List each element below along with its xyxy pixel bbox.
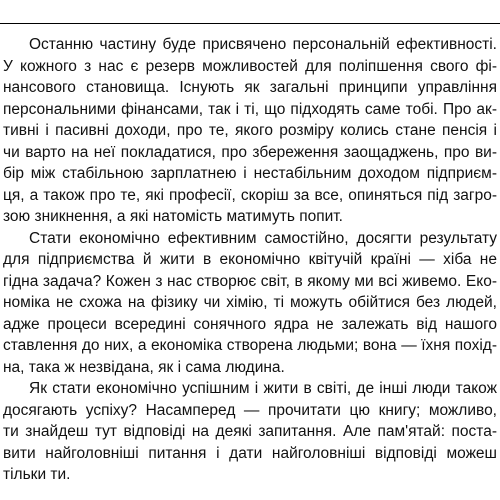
paragraph-line: ця, а також про те, які професії, скоріш за все, опиняться під загро- [3,186,497,204]
paragraph-line: гідна задача? Кожен з нас створює світ, в якому ми всі живемо. Еко- [3,272,497,290]
paragraph-line: Стати економічно ефективним самостійно, досягти результату [29,229,497,247]
header-rule [0,23,500,24]
paragraph-line: для підприємства й жити в економічно квітучій країні — хіба не [3,251,497,268]
paragraph-1 [3,34,497,228]
paragraph-line: на, така ж незвідана, як і сама людина. [3,358,285,376]
paragraph-line: ти знайдеш тут відповіді на деякі запитання. Але пам'ятай: поста- [3,423,497,440]
body-text [3,34,497,486]
paragraph-line: У кожного з нас є резерв можливостей для поліпшення свого фі- [3,57,497,75]
paragraph-line: вити найголовніші питання і дати найголовніші відповіді можеш [3,444,497,462]
paragraph-line: Останню частину буде присвячено персональній ефективності. [29,36,497,53]
paragraph-line: персональними фінансами, так і ті, що підходять саме тобі. Про ак- [3,100,497,118]
paragraph-line: досягають успіху? Насамперед — прочитати цю книгу; можливо, [3,401,497,419]
paragraph-line: зою зникнення, а які натомість матимуть попит. [3,208,343,225]
paragraph-line: номіка не схожа на фізику чи хімію, ті можуть обійтися без людей, [3,294,497,311]
paragraph-line: бір між стабільною зарплатнею і нестабільним доходом підприєм- [3,165,497,182]
paragraph-line: тільки ти. [3,466,71,483]
paragraph-line: тивні і пасивні доходи, про те, якого розміру колись стане пенсія і [3,122,497,139]
paragraph-2 [3,228,497,379]
paragraph-line: адже процеси всередині сонячного ядра не залежать від нашого [3,315,497,333]
paragraph-line: ставлення до них, а економіка створена людьми; вона — їхня похід- [3,337,497,354]
paragraph-line: нансового становища. Існують як загальні принципи управління [3,79,497,96]
paragraph-line: Як стати економічно успішним і жити в світі, де інші люди також [29,380,497,397]
paragraph-line: чи варто на неї покладатися, про збереження заощаджень, про ви- [3,143,497,161]
paragraph-3 [3,378,497,486]
